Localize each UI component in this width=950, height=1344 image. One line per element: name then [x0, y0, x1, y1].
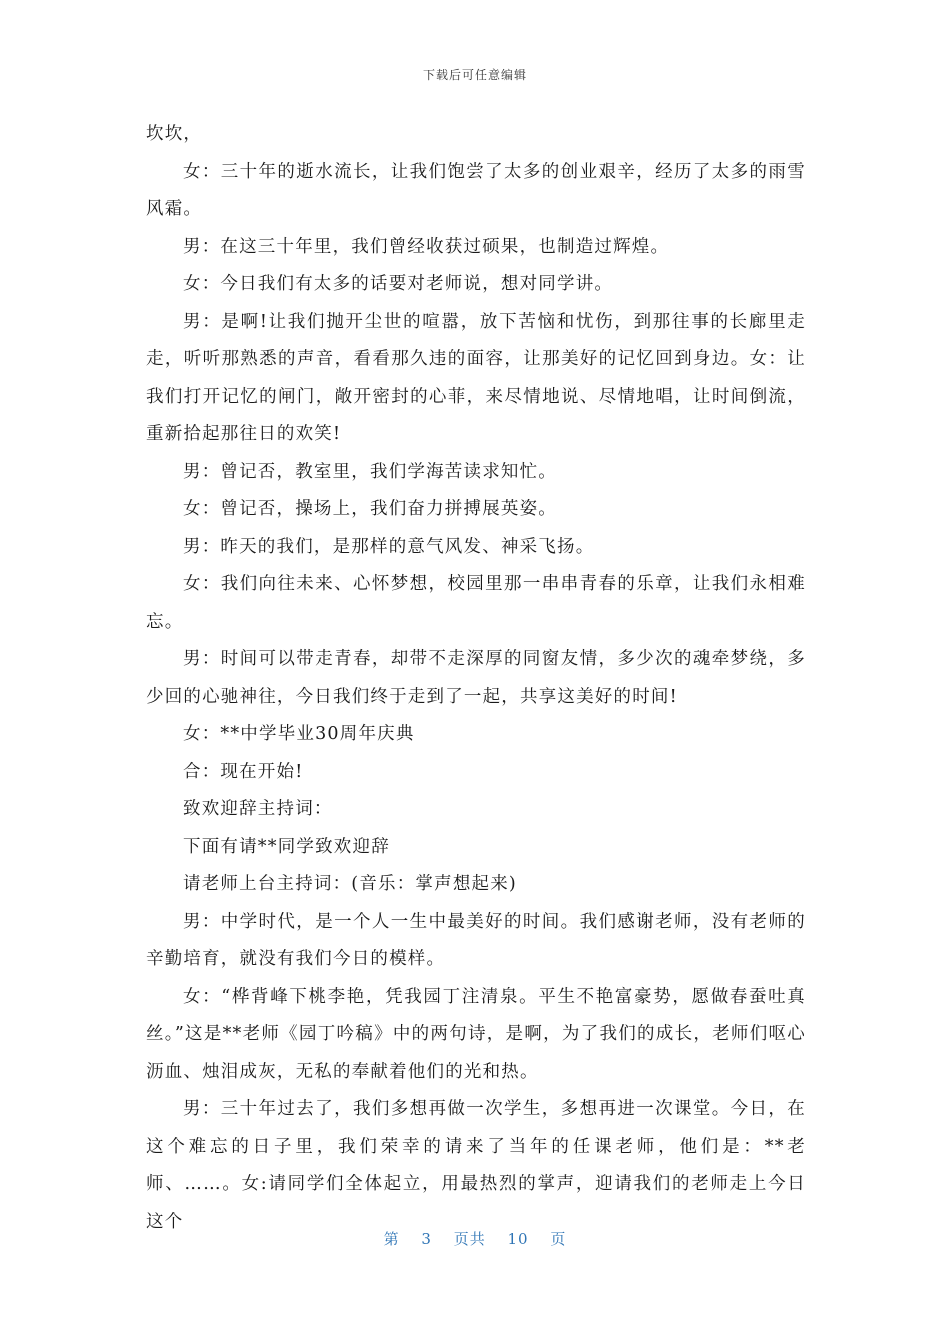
footer-middle: 页共	[453, 1230, 486, 1248]
paragraph: 男：昨天的我们，是那样的意气风发、神采飞扬。	[183, 536, 595, 557]
paragraph: 坎坎，	[146, 124, 203, 144]
paragraph: 男：在这三十年里，我们曾经收获过硕果，也制造过辉煌。	[183, 236, 670, 257]
paragraph: 下面有请**同学致欢迎辞	[183, 836, 390, 857]
paragraph: 男：是啊!让我们抛开尘世的喧嚣，放下苦恼和忧伤，到那往事的长廊里走走，听听那熟悉的声音，看看那久违的面容，让那美好的记忆回到身边。女：让我们打开记忆的闸门，敞开密封的心菲，来尽情地说、尽情地唱，让时间倒流，重新拾起那往日的欢笑!	[146, 311, 806, 444]
paragraph: 女：**中学毕业30周年庆典	[183, 724, 415, 744]
paragraph: 合：现在开始!	[183, 761, 304, 782]
paragraph: 女：三十年的逝水流长，让我们饱尝了太多的创业艰辛，经历了太多的雨雪风霜。	[146, 161, 806, 219]
footer-prefix: 第	[383, 1230, 400, 1248]
paragraph: 女：今日我们有太多的话要对老师说，想对同学讲。	[183, 274, 614, 294]
footer-suffix: 页	[550, 1230, 567, 1248]
paragraph: 男：中学时代，是一个人一生中最美好的时间。我们感谢老师，没有老师的辛勤培育，就没有我们今日的模样。	[146, 911, 806, 969]
paragraph: 请老师上台主持词：(音乐：掌声想起来)	[183, 874, 517, 894]
page-number: 3	[421, 1230, 432, 1248]
paragraph: 男：时间可以带走青春，却带不走深厚的同窗友情，多少次的魂牵梦绕，多少回的心驰神往，今日我们终于走到了一起，共享这美好的时间!	[146, 649, 806, 707]
paragraph: 女：曾记否，操场上，我们奋力拼搏展英姿。	[183, 499, 557, 519]
paragraph: 男：三十年过去了，我们多想再做一次学生，多想再进一次课堂。今日，在这个难忘的日子里，我们荣幸的请来了当年的任课老师，他们是：**老师、……。女:请同学们全体起立，用最热烈的掌声，迎请我们的老师走上今日这个	[146, 1099, 806, 1232]
page-header: 下载后可任意编辑	[422, 68, 527, 82]
paragraph: 女：“桦背峰下桃李艳，凭我园丁注清泉。平生不艳富豪势，愿做春蚕吐真丝。”这是**老师《园丁吟稿》中的两句诗，是啊，为了我们的成长，老师们呕心沥血、烛泪成灰，无私的奉献着他们的光和热。	[146, 986, 806, 1082]
document-body	[146, 116, 806, 1241]
paragraph: 女：我们向往未来、心怀梦想，校园里那一串串青春的乐章，让我们永相难忘。	[146, 574, 806, 632]
page-footer	[0, 1228, 950, 1249]
total-pages: 10	[507, 1230, 529, 1248]
paragraph: 男：曾记否，教室里，我们学海苦读求知忙。	[183, 461, 557, 482]
paragraph: 致欢迎辞主持词：	[183, 799, 333, 819]
